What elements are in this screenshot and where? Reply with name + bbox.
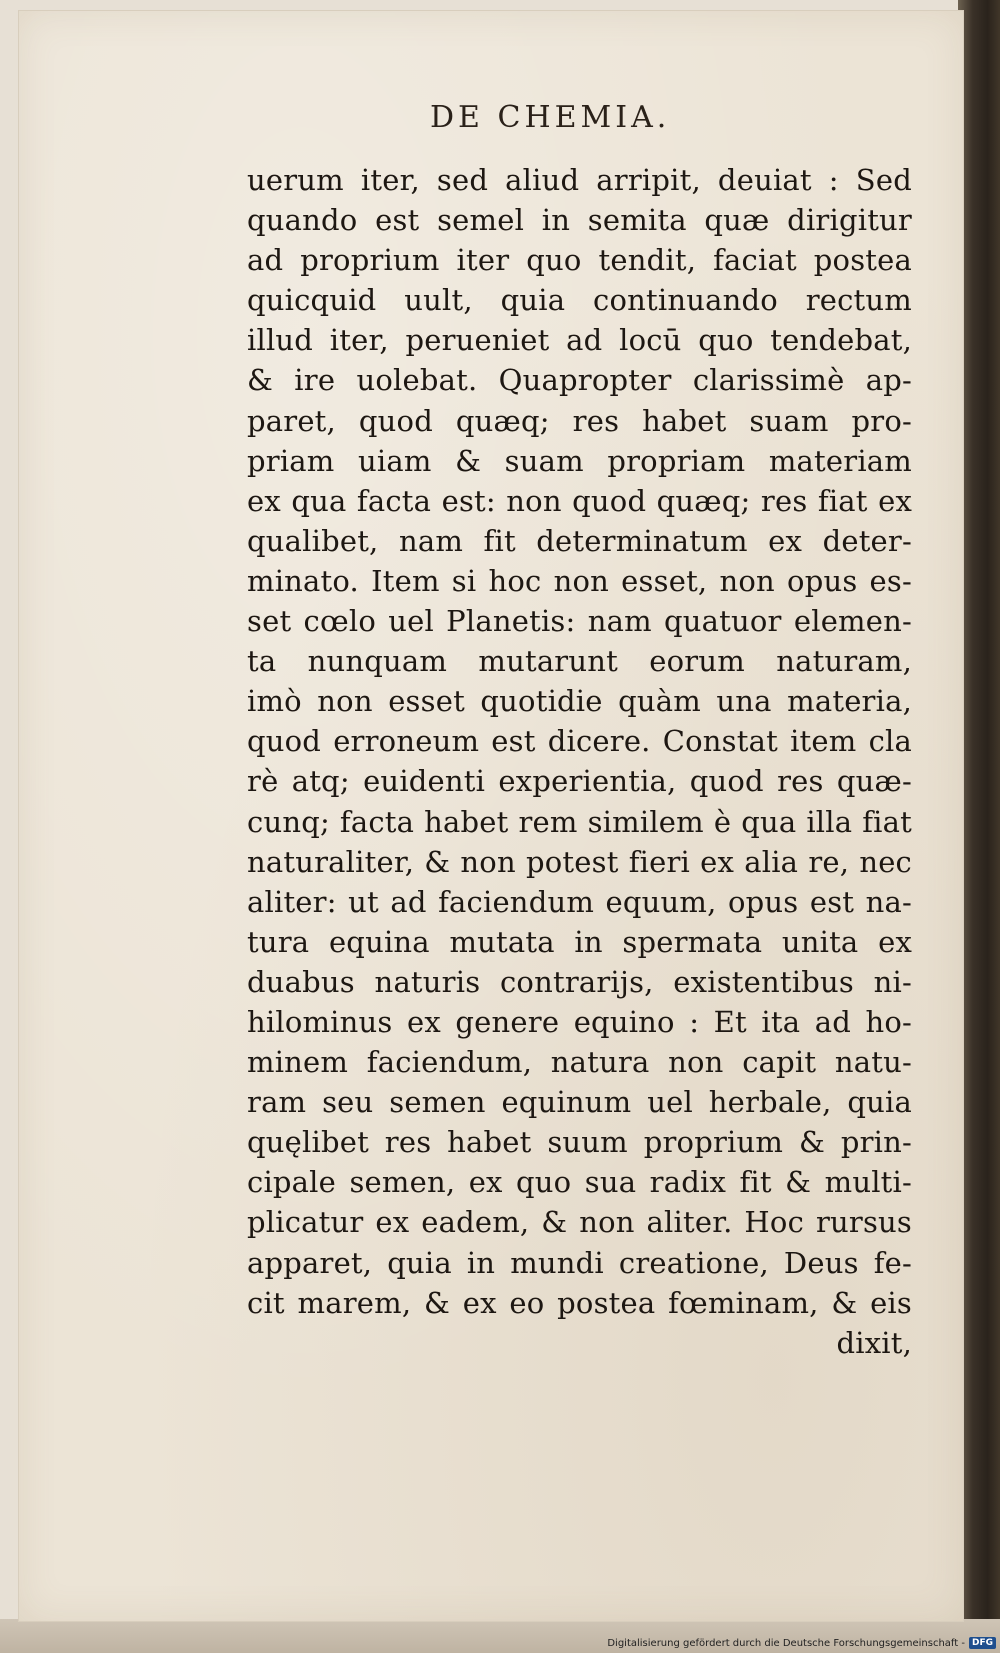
- text-line: aliter: ut ad faciendum equum, opus est na-: [247, 884, 912, 919]
- text-line: cunq; facta habet rem similem è qua illa fiat: [247, 804, 912, 839]
- digitization-credit: [607, 1637, 996, 1649]
- text-line: duabus naturis contrarijs, existentibus ni-: [247, 964, 912, 999]
- text-line: quod erroneum est dicere. Constat item cla: [247, 724, 912, 759]
- text-line: qualibet, nam fit determinatum ex deter-: [247, 523, 912, 558]
- text-line: quicquid uult, quia continuando rectum: [247, 283, 912, 318]
- text-line: imò non esset quotidie quàm una materia,: [247, 684, 912, 719]
- text-line: uerum iter, sed aliud arripit, deuiat : Sed: [247, 163, 912, 197]
- book-binding-edge: [958, 0, 1000, 1653]
- text-line: naturaliter, & non potest fieri ex alia re, nec: [247, 844, 912, 879]
- text-line: minem faciendum, natura non capit natu-: [247, 1045, 912, 1080]
- body-text: [247, 160, 937, 1363]
- text-line: & ire uolebat. Quapropter clarissimè ap-: [247, 363, 912, 398]
- text-line: minato. Item si hoc non esset, non opus es-: [247, 563, 912, 598]
- text-line: set cœlo uel Planetis: nam quatuor elemen-: [247, 604, 912, 639]
- text-line: quęlibet res habet suum proprium & prin-: [247, 1125, 912, 1160]
- text-line: ta nunquam mutarunt eorum naturam,: [247, 644, 912, 679]
- text-line: apparet, quia in mundi creatione, Deus fe-: [247, 1245, 912, 1280]
- text-line: plicatur ex eadem, & non aliter. Hoc rursus: [247, 1205, 912, 1240]
- text-line: paret, quod quæq; res habet suam pro-: [247, 403, 912, 438]
- running-head: DE CHEMIA.: [430, 100, 671, 135]
- text-line: ex qua facta est: non quod quæq; res fiat ex: [247, 483, 912, 518]
- catchword: dixit,: [836, 1325, 912, 1360]
- text-line: illud iter, perueniet ad locū quo tendebat,: [247, 323, 912, 358]
- credit-text: Digitalisierung gefördert durch die Deutsche Forschungsgemeinschaft -: [607, 1637, 965, 1649]
- text-line: ram seu semen equinum uel herbale, quia: [247, 1085, 912, 1120]
- text-line: cit marem, & ex eo postea fœminam, & eis: [247, 1285, 912, 1320]
- text-line: priam uiam & suam propriam materiam: [247, 443, 912, 478]
- text-line: ad proprium iter quo tendit, faciat postea: [247, 243, 912, 278]
- text-line: hilominus ex genere equino : Et ita ad ho-: [247, 1004, 912, 1039]
- text-line: quando est semel in semita quæ dirigitur: [247, 203, 912, 238]
- text-line: rè atq; euidenti experientia, quod res quæ-: [247, 764, 912, 799]
- text-line: cipale semen, ex quo sua radix fit & multi-: [247, 1165, 912, 1200]
- dfg-logo: DFG: [969, 1637, 996, 1649]
- text-line: tura equina mutata in spermata unita ex: [247, 924, 912, 959]
